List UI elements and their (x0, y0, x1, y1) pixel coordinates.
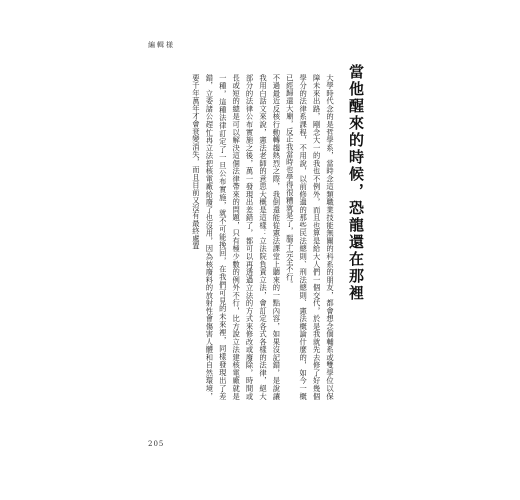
body-text (190, 74, 337, 400)
body-paragraph: 大學時代念的是哲學系，當時念這類職業技能無關的科系的朋友，都會想念個輔系或雙學位以保障未來出路，剛念大一的我也不例外，而且也算是給大人們一個交代，於是我就先去修了好幾個學分的法律系課程，不用說，以前修過的那些民法總則、刑法總則、憲法概論什麼的，如今一概已經歸還大廟，反正我當時也學得很糟就是了，腦子完全不行。 (285, 74, 335, 400)
chapter-title: 當他醒來的時候，恐龍還在那裡 (347, 64, 365, 302)
running-head: 編輯様 (148, 41, 175, 49)
body-paragraph: 不過最近反核行動轉趨熱烈之際，我倒還能從憲法課堂上聽來的一點內容，如果沒記錯，是說讓我用白話文來說，憲法老師的意思大概是這樣：立法院負責立法，會訂定各式各樣的法律，絕大部分的法律公布實施之後，萬一發現出差錯了，都可以再透過立法的方式來修改或廢除，時間或長或短的總是可以解決這個法律帶來的問題，只有極少數的例外不行，比方說立法建核電廠就是一種，這種法律訂定了一旦公布實施，就不可能挽回，在我們可見的未來裡，同樣發現出了差錯，立委諸公趕忙再立法把核電廠給廢了也沒用，因為核廢料的放射性會傷害人體和自然環境，要千年萬年才會衰變消失，而且目前又沒有最終處置 (191, 74, 282, 400)
page-number: 205 (148, 440, 165, 448)
